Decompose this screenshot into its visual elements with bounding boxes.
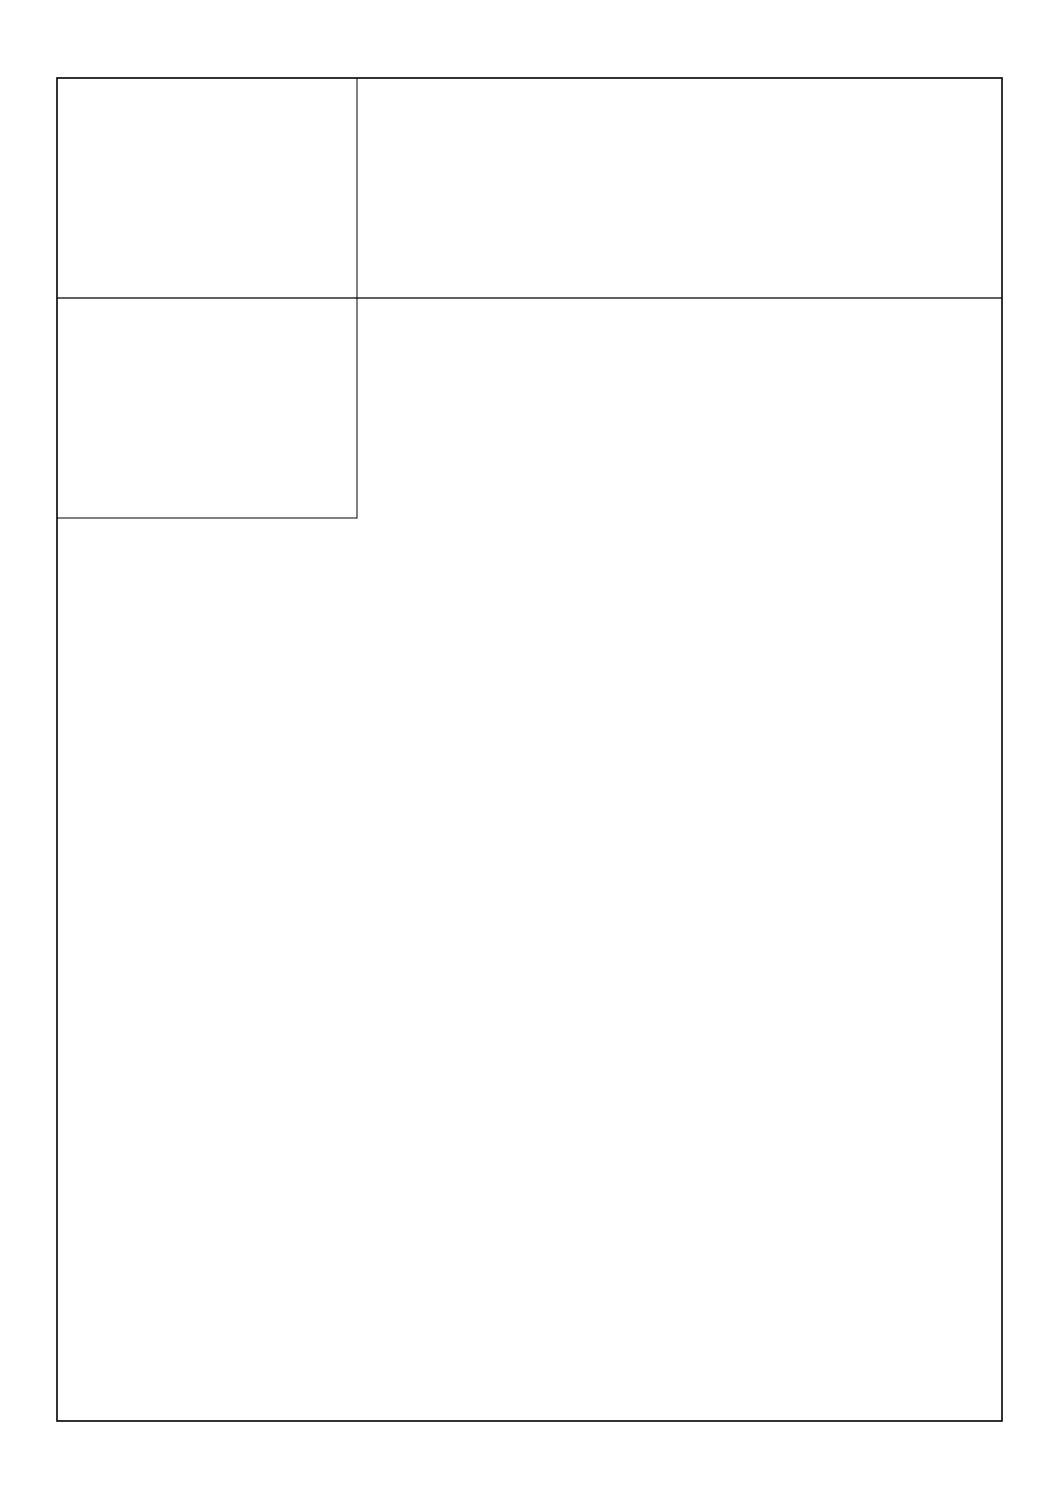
sheet-border — [57, 78, 1002, 1421]
notes-box — [57, 298, 357, 518]
